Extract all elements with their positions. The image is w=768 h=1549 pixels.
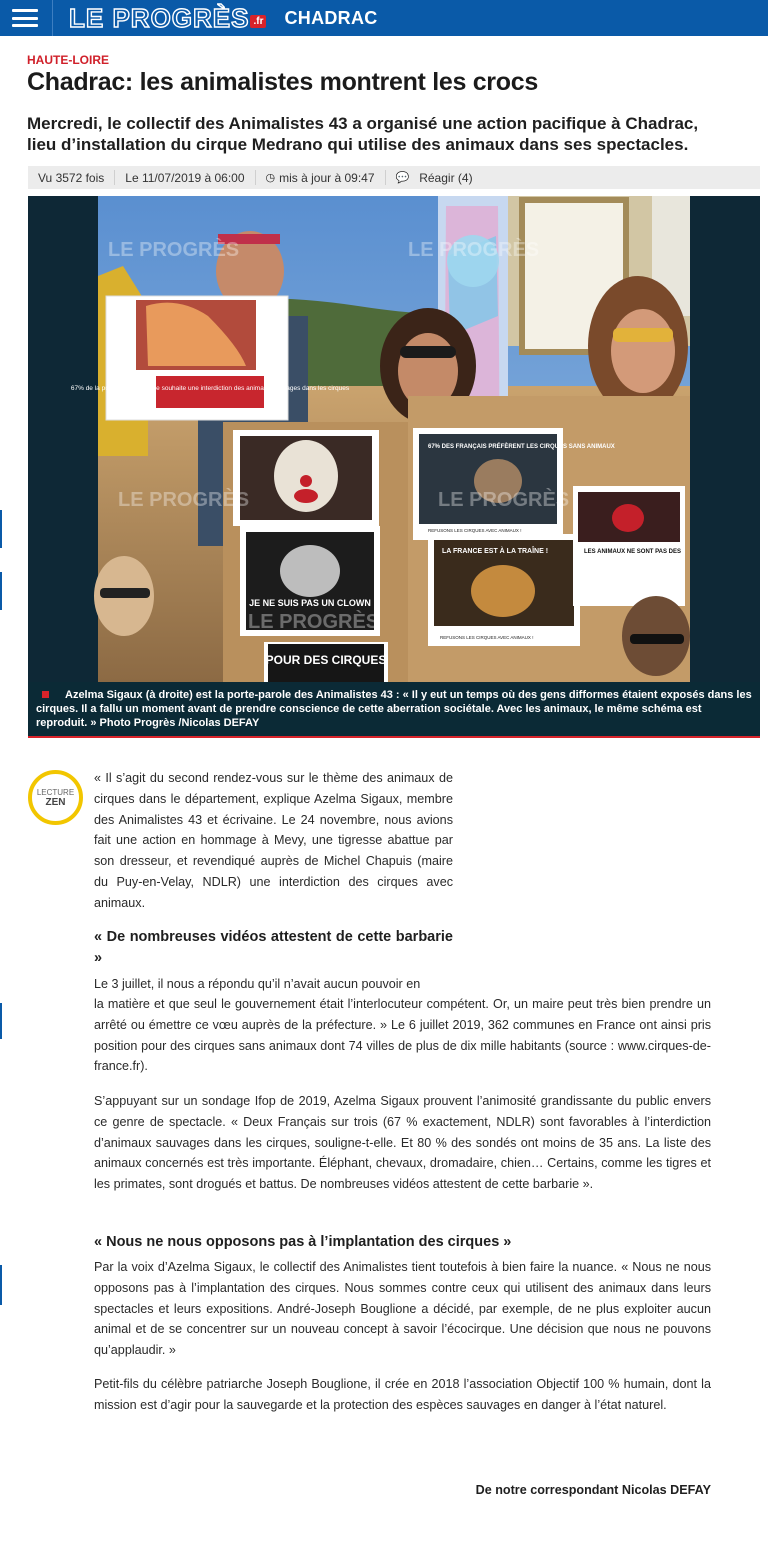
photo-watermark: LE PROGRÈS <box>248 611 380 633</box>
edge-marker <box>0 1003 2 1039</box>
photo-watermark: LE PROGRÈS <box>408 239 540 261</box>
sign-text: 67% DES FRANÇAIS PRÉFÈRENT LES CIRQUES SANS ANIMAUX <box>428 444 615 450</box>
page-title: Chadrac: les animalistes montrent les crocs <box>27 68 538 96</box>
article-paragraph: Petit-fils du célèbre patriarche Joseph Bouglione, il crée en 2018 l’association Objectif 100 % humain, dont la mission est d’agir pour la sauvegarde et la protection des espèces sauvages en danger à l’état naturel. <box>94 1377 711 1412</box>
comments-icon: 💬 <box>395 172 410 184</box>
article-paragraph: « Il s’agit du second rendez-vous sur le thème des animaux de cirques dans le département, explique Azelma Sigaux, membre des Animalistes 43 et écrivaine. Le 24 novembre, nous avions fait une action en hommage à Mevy, une tigresse abattue par son dresseur, et revendiqué auprès de Michel Chapuis (maire du Puy-en-Velay, NDLR) une interdiction des cirques avec animaux. <box>94 771 453 910</box>
article-signature: De notre correspondant Nicolas DEFAY <box>475 1483 711 1497</box>
update-time-label: mis à jour à 09:47 <box>279 170 375 185</box>
zen-label-top: LECTURE <box>36 787 75 797</box>
photo-watermark: LE PROGRÈS <box>438 489 570 511</box>
edge-marker <box>0 572 2 610</box>
react-label: Réagir (4) <box>419 170 473 185</box>
sign-text: POUR DES CIRQUES <box>265 653 387 667</box>
sign-text: REFUSONS LES CIRQUES AVEC ANIMAUX ! <box>440 635 534 640</box>
article-paragraph: Par la voix d’Azelma Sigaux, le collectif des Animalistes tient toutefois à bien faire la nuance. « Nous ne nous opposons pas à l’implantation des cirques. Nous sommes contre ceux qui utilisent des animaux dans leurs spectacles et leurs expositions. André-Joseph Bouglione a décidé, par exemple, de ne plus exploiter aucun animal et de se concentrer sur un nouveau concept à savoir l’écocirque. Une décision que nous ne pouvons qu’applaudir. » <box>94 1260 711 1358</box>
sign-text: REFUSONS LES CIRQUES AVEC ANIMAUX ! <box>428 528 522 533</box>
zen-label-bottom: ZEN <box>45 796 66 808</box>
update-time <box>256 170 386 185</box>
article-lead: Mercredi, le collectif des Animalistes 43 a organisé une action pacifique à Chadrac, lieu d’installation du cirque Medrano qui utilise des animaux dans ses spectacles. <box>27 114 699 154</box>
top-navigation-bar <box>0 0 768 36</box>
photo-caption-text: Azelma Sigaux (à droite) est la porte-parole des Animalistes 43 : « Il y eut un temps où des gens difformes étaient exposés dans les cirques. Il a fallu un moment avant de prendre conscience de cette aberration sociétale. Avec les animaux, le même schéma est reproduit. » Photo Progrès /Nicolas DEFAY <box>36 689 752 729</box>
topbar-divider <box>52 0 53 36</box>
article-paragraph: la matière et que seul le gouvernement était l’interlocuteur compétent. Or, un maire peut très bien prendre un arrêté ou émettre ce vœu auprès de la préfecture. » Le 6 juillet 2019, 362 communes en France ont ainsi pris position pour des cirques sans animaux dont 74 villes de plus de dix mille habitants (source : www.cirques-de-france.fr). <box>94 997 711 1074</box>
logo-text: LE PROGRÈS <box>69 3 250 33</box>
hamburger-menu-icon[interactable] <box>10 6 40 30</box>
site-logo[interactable] <box>69 0 266 36</box>
article-photo[interactable] <box>28 196 760 682</box>
view-count: Vu 3572 fois <box>28 170 115 185</box>
clock-icon: ◷ <box>265 172 276 184</box>
edge-marker <box>0 1265 2 1305</box>
sign-text: 67% de la population française souhaite une interdiction des animaux sauvages dans les cirques <box>70 385 350 392</box>
react-link[interactable] <box>386 170 483 185</box>
sign-text: LES ANIMAUX NE SONT PAS DES <box>584 549 682 555</box>
caption-bullet-icon <box>42 691 49 698</box>
logo-suffix: .fr <box>250 15 266 28</box>
sign-text: JE NE SUIS PAS UN CLOWN <box>249 598 371 608</box>
photo-watermark: LE PROGRÈS <box>108 239 240 261</box>
photo-watermark: LE PROGRÈS <box>118 489 250 511</box>
section-name[interactable]: CHADRAC <box>284 7 378 28</box>
sign-text: LA FRANCE EST À LA TRAÎNE ! <box>442 548 549 555</box>
article-kicker[interactable]: HAUTE-LOIRE <box>27 53 109 67</box>
article-paragraph: S’appuyant sur un sondage Ifop de 2019, Azelma Sigaux prouvent l’animosité grandissante du public envers ce genre de spectacle. « Deux Français sur trois (67 % exactement, NDLR) sont favorables à l’interdiction d’animaux sauvages dans les cirques, souligne-t-elle. Et 80 % des sondés ont moins de 35 ans. La liste des animaux concernés est très importante. Éléphant, chevaux, dromadaire, chien… Certains, comme les tigres et les primates, sont drogués et battus. De nombreuses vidéos attestent de cette barbarie ». <box>94 1094 711 1192</box>
article-subheading: « De nombreuses vidéos attestent de cette barbarie » <box>94 929 453 966</box>
publish-date: Le 11/07/2019 à 06:00 <box>115 170 255 185</box>
article-subheading: « Nous ne nous opposons pas à l’implantation des cirques » <box>94 1234 512 1250</box>
lecture-zen-button[interactable] <box>28 770 83 825</box>
article-paragraph: Le 3 juillet, il nous a répondu qu’il n’avait aucun pouvoir en <box>94 977 421 991</box>
photo-caption <box>28 682 760 738</box>
edge-marker <box>0 510 2 548</box>
article-meta-bar <box>28 166 760 189</box>
